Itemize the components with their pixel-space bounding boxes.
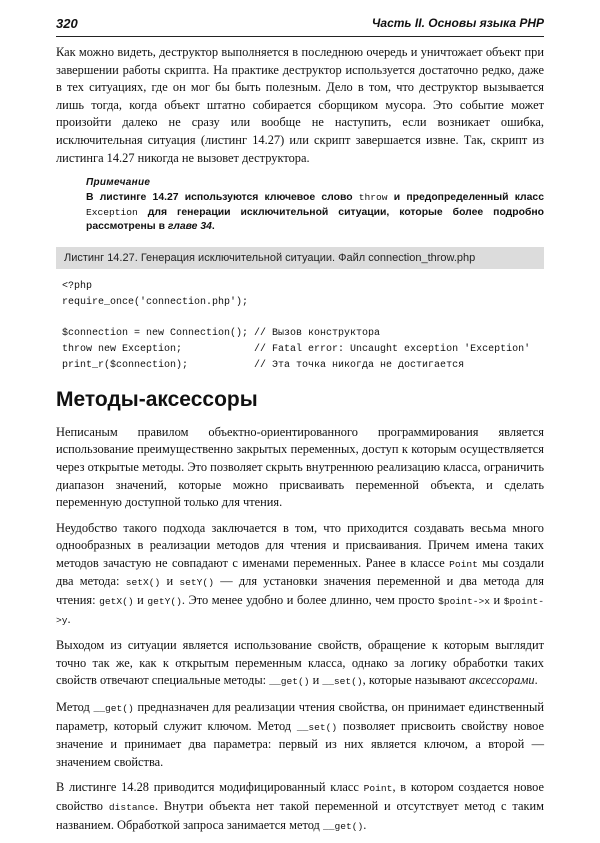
inline-code: setY()	[179, 577, 214, 589]
running-title: Часть II. Основы языка PHP	[371, 16, 544, 30]
note-title: Примечание	[86, 177, 151, 189]
inline-code: $point->y	[56, 596, 545, 626]
inline-code: __set()	[322, 676, 363, 688]
inline-code: getY()	[147, 596, 182, 608]
paragraph-get-set: Метод __get() предназначен для реализации чтения свойства, он принимает единственный параметр, который служит ключом. Метод __set() позволяет присвоить свойству новое значение и принимает два параметра: первый из них является ключом, а второй — значением свойства.	[56, 700, 545, 769]
inline-code: __get()	[93, 703, 134, 715]
inline-code: distance	[108, 802, 155, 813]
code-line	[62, 311, 544, 327]
paragraph-accessor-drawback: Неудобство такого подхода заключается в том, что приходится создавать весьма много однообразных в реализации методов для чтения и присваивания. Причем имена таких методов зачастую не совпадают с именами переменных. Ранее в классе Point мы создали два метода: setX() и setY() — для установки значения переменной и два метода для чтения: getX() и getY(). Это менее удобно и более длинно, чем просто $point->x и $point->y.	[56, 520, 545, 626]
note-box	[86, 177, 544, 235]
code-line: throw new Exception; // Fatal error: Uncaught exception 'Exception'	[62, 344, 531, 356]
code-listing	[62, 279, 544, 374]
paragraph-listing-intro: В листинге 14.28 приводится модифицированный класс Point, в котором создается новое свойство distance. Внутри объекта нет такой переменной и отсутствует метод с таким названием. Обработкой запроса занимается метод __get().	[56, 780, 545, 832]
code-line: require_once('connection.php');	[62, 296, 249, 308]
paragraph-destructor: Как можно видеть, деструктор выполняется в последнюю очередь и уничтожает объект при завершении работы скрипта. На практике деструктор используется достаточно редко, даже в тех ситуациях, где он мог бы быть полезным. Дело в том, что деструктор вызывается лишь тогда, когда объект штатно собирается сборщиком мусора. Это событие может произойти далеко не сразу или вообще не наступить, если возникает ошибка, исключительная ситуация (листинг 14.27) или скрипт завершается извне. Так, скрипт из листинга 14.27 никогда не вызовет деструктора.	[56, 45, 544, 165]
code-line: $connection = new Connection(); // Вызов конструктора	[62, 328, 381, 340]
inline-code: setX()	[125, 577, 161, 589]
listing-caption: Листинг 14.27. Генерация исключительной ситуации. Файл connection_throw.php	[56, 247, 544, 269]
inline-code: throw	[358, 192, 388, 204]
inline-code: __get()	[322, 820, 364, 832]
inline-code: Point	[449, 558, 478, 570]
paragraph-private-vars: Неписаным правилом объектно-ориентированного программирования является использование преимущественно закрытых переменных, доступ к которым осуществляется через открытые методы. Это позволяет скрыть внутреннюю реализацию класса, ограничить диапазон значений, которые можно присваивать переменной объекта, и сделать переменную доступной только для чтения.	[56, 424, 544, 510]
code-line: print_r($connection); // Эта точка никогда не достигается	[62, 359, 465, 371]
page-header	[56, 14, 544, 37]
section-heading: Методы-аксессоры	[56, 387, 258, 411]
inline-code: __get()	[269, 676, 310, 688]
code-line: <?php	[62, 280, 93, 292]
inline-code: __set()	[296, 721, 338, 733]
inline-code: getX()	[99, 596, 134, 608]
page-number: 320	[56, 16, 78, 31]
page-content	[56, 44, 544, 843]
note-text: В листинге 14.27 используются ключевое слово throw и предопределенный класс Exception для генерации исключительной ситуации, которые более подробно рассмотрены в главе 34.	[86, 192, 544, 233]
inline-code: Exception	[86, 206, 138, 218]
paragraph-properties: Выходом из ситуации является использование свойств, обращение к которым выглядит точно так же, как к открытым переменным класса, однако за логику обработки таких свойств отвечают специальные методы: __get() и __set(), которые называют аксессорами.	[56, 638, 544, 688]
term-emphasis: аксессорами	[468, 673, 535, 688]
chapter-reference: главе 34	[167, 221, 212, 233]
inline-code: $point->x	[438, 596, 490, 608]
inline-code: Point	[363, 783, 393, 795]
